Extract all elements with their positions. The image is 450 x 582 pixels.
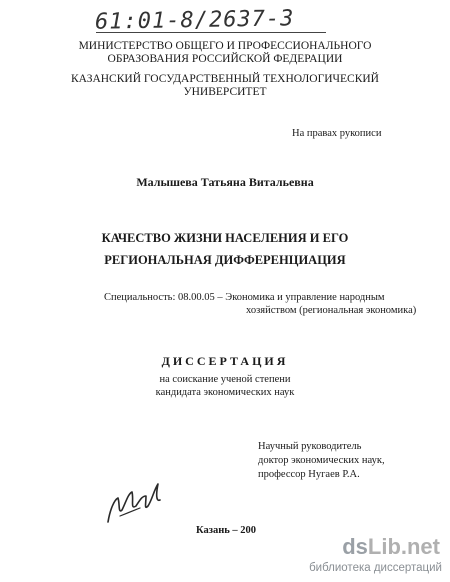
ministry-line-2: ОБРАЗОВАНИЯ РОССИЙСКОЙ ФЕДЕРАЦИИ [107, 53, 343, 65]
title-line-2: РЕГИОНАЛЬНАЯ ДИФФЕРЕНЦИАЦИЯ [104, 253, 346, 267]
supervisor-line-1: Научный руководитель [258, 441, 362, 452]
dissertation-heading: ДИССЕРТАЦИЯ [161, 354, 289, 368]
dslib-logo [342, 534, 440, 560]
manuscript-rights: На правах рукописи [292, 128, 382, 139]
degree-block [0, 373, 450, 399]
university-line-1: КАЗАНСКИЙ ГОСУДАРСТВЕННЫЙ ТЕХНОЛОГИЧЕСКИЙ [71, 73, 379, 85]
supervisor-block [258, 440, 385, 482]
specialty-line-1: Специальность: 08.00.05 – Экономика и управление народным [104, 292, 385, 303]
ministry-block [0, 40, 450, 66]
degree-line-2: кандидата экономических наук [155, 387, 295, 398]
author-name: Малышева Татьяна Витальевна [136, 175, 314, 189]
dslib-subtitle: библиотека диссертаций [309, 562, 442, 574]
supervisor-line-3: профессор Нугаев Р.А. [258, 469, 360, 480]
title-line-1: КАЧЕСТВО ЖИЗНИ НАСЕЛЕНИЯ И ЕГО [101, 231, 349, 245]
handwritten-signature [100, 470, 170, 530]
supervisor-line-2: доктор экономических наук, [258, 455, 385, 466]
specialty-line-2: хозяйством (региональная экономика) [246, 305, 417, 316]
logo-ds: ds [342, 534, 368, 559]
city-year: Казань – 200 [196, 525, 257, 536]
university-block [0, 73, 450, 99]
handwritten-underline [96, 32, 326, 33]
university-line-2: УНИВЕРСИТЕТ [183, 86, 267, 98]
dissertation-title [0, 227, 450, 271]
handwritten-catalog-code: 61:01-8/2637-3 [94, 6, 295, 35]
ministry-line-1: МИНИСТЕРСТВО ОБЩЕГО И ПРОФЕССИОНАЛЬНОГО [78, 40, 372, 52]
degree-line-1: на соискание ученой степени [159, 374, 291, 385]
logo-lib: Lib.net [367, 534, 440, 559]
